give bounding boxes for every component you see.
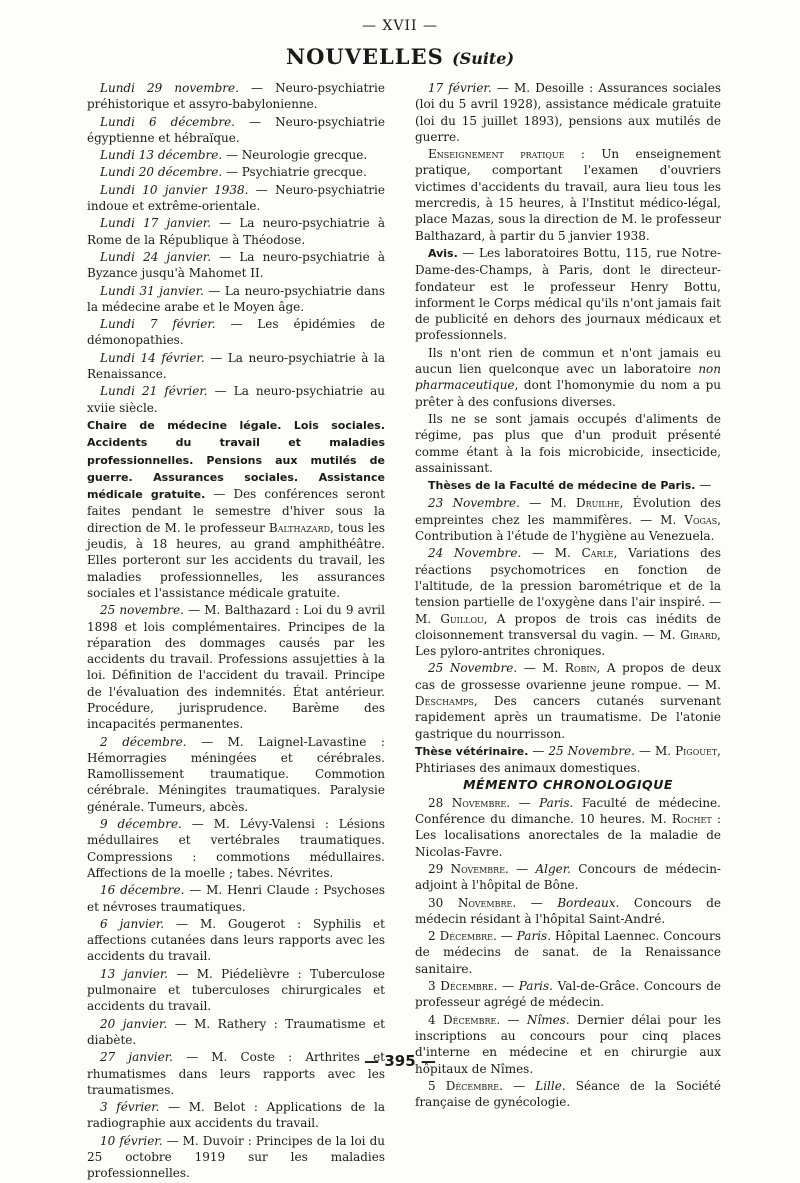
memento-day: 5 Décembre. [428, 1078, 503, 1093]
memento-place: Lille. [535, 1078, 566, 1093]
entry-date: 24 Novembre. [428, 546, 522, 561]
memento-heading: MÉMENTO CHRONOLOGIQUE [463, 777, 673, 793]
entry-text: — La neuro-psychiatrie à Byzance jusqu'à Mahomet II. [87, 249, 385, 281]
theses-title: Thèses de la Faculté de médecine de Paris. [428, 479, 696, 493]
memento-day: 2 Décembre. [428, 929, 497, 944]
entry-date: Lundi 24 janvier. [100, 249, 212, 264]
entry-text: — M. Belot : Applications de la radiographie aux accidents du travail. [87, 1100, 385, 1131]
entry-date: Lundi 31 janvier. [100, 283, 204, 298]
entry-text: — M. Duvoir : Principes de la loi du 25 octobre 1919 sur les maladies professionnelles. [87, 1133, 385, 1181]
entry-text: — M. Rathery : Traumatisme et diabète. [87, 1016, 386, 1047]
memento-text: Faculté de médecine. Conférence du dimanche. 10 heures. M. [415, 795, 721, 827]
memento-entry [415, 861, 721, 894]
entry-text: — M. Lévy-Valensi : Lésions médullaires et vertébrales traumatiques. Compressions : commotions médullaires. Affections de la moelle ; tabes. Névrites. [87, 817, 385, 880]
author-name: Robin [564, 661, 597, 676]
these-entry [415, 545, 721, 659]
memento-place: Paris. [516, 929, 552, 944]
dash: — [502, 1078, 536, 1093]
entry-text: — Psychiatrie grecque. [222, 165, 367, 180]
memento-place: Nîmes. [526, 1012, 570, 1027]
entry-date: Lundi 10 janvier 1938. [100, 182, 249, 197]
entry-date: Lundi 21 février. [100, 384, 208, 399]
lecture-entry [415, 80, 721, 145]
entry-text: , Les pyloro-antrites chroniques. [415, 627, 721, 659]
author-name: Rochet [671, 812, 712, 827]
dash: — [497, 979, 519, 994]
entry-text: — Neuro-psychiatrie préhistorique et assyro-babylonienne. [87, 81, 385, 112]
memento-text: Dernier délai pour les inscriptions au concours pour cinq places d'interne en médecine et en chirurgie aux hôpitaux de Nîmes. [415, 1012, 721, 1076]
avis-label: Avis. [428, 246, 458, 260]
memento-day: 3 Décembre. [428, 979, 498, 994]
author-name: Vogas [684, 512, 718, 527]
avis-text: — Les laboratoires Bottu, 115, rue Notre-Dame-des-Champs, à Paris, dont le directeur-fondateur est le professeur Henry Bottu, informent le Corps médical qu'ils n'ont jamais fait de publicité en dehors des journaux médicaux et professionnels. [415, 245, 721, 343]
chaire-professor: Balthazard [268, 520, 331, 535]
memento-text: Concours de médecin résidant à l'hôpital Saint-André. [415, 895, 721, 926]
entry-date: 3 février. [100, 1100, 160, 1115]
author-name: Pigouet [675, 743, 718, 758]
dash: — [500, 1012, 527, 1027]
title-text: NOUVELLES [285, 44, 444, 69]
lecture-entry [87, 283, 385, 316]
entry-text: — M. Coste : Arthrites et rhumatismes dans leurs rapports avec les traumatismes. [87, 1050, 385, 1097]
lecture-entry [87, 114, 385, 147]
entry-text: — M. [517, 661, 565, 676]
entry-text: — M. [519, 496, 576, 511]
memento-place: Alger. [535, 861, 571, 876]
entry-text: — Neuro-psychiatrie indoue et extrême-orientale. [87, 182, 385, 214]
entry-text: , Des cancers cutanés survenant rapidement après un traumatisme. De l'atonie gastrique du nourrisson. [415, 693, 721, 741]
entry-date: Lundi 29 novembre. [100, 81, 239, 95]
lecture-entry [87, 249, 385, 282]
entry-text: — Les épidémies de démonopathies. [87, 317, 385, 348]
author-name: Guillou [440, 611, 484, 626]
author-name: Carle [581, 546, 614, 561]
memento-entry [415, 1078, 721, 1111]
entry-text: — M. [635, 743, 676, 758]
vet-heading: Thèse vétérinaire. [415, 744, 529, 758]
lecture-entry [87, 147, 385, 163]
lecture-entry [87, 164, 385, 180]
entry-date: 2 décembre. [100, 734, 187, 749]
avis-notice [415, 245, 721, 344]
entry-text: — Neuro-psychiatrie égyptienne et hébraïque. [87, 114, 385, 145]
theses-heading [415, 477, 721, 494]
entry-date: Lundi 7 février. [100, 317, 216, 332]
left-column [87, 80, 385, 1183]
entry-date: 17 février. [428, 81, 492, 95]
memento-day: 4 Décembre. [428, 1012, 501, 1027]
entry-date: 23 Novembre. [428, 496, 520, 511]
author-name: Druilhe [575, 496, 620, 511]
entry-text: — La neuro-psychiatrie à la Renaissance. [87, 350, 385, 382]
memento-place: Paris. [539, 795, 574, 810]
entry-text: — La neuro-psychiatrie au xviie siècle. [87, 384, 386, 415]
memento-text: Hôpital Laennec. Concours de médecins de sanat. de la Renaissance sanitaire. [415, 929, 721, 976]
dash: — [528, 743, 549, 758]
entry-date: Lundi 14 février. [100, 350, 205, 365]
avis-text: Ils n'ont rien de commun et n'ont jamais eu aucun lien quelconque avec un laboratoire [415, 345, 721, 377]
dash: — [516, 895, 558, 910]
entry-date: Lundi 17 janvier. [100, 216, 212, 231]
entry-text: — La neuro-psychiatrie dans la médecine arabe et le Moyen âge. [87, 283, 385, 314]
lecture-entry [87, 215, 385, 248]
entry-date: 9 décembre. [100, 817, 182, 832]
lecture-entry [87, 882, 385, 915]
title-suite: (Suite) [452, 49, 515, 68]
these-entry [415, 495, 721, 544]
entry-text: — M. Gougerot : Syphilis et affections cutanées dans leurs rapports avec les accidents du travail. [87, 916, 385, 964]
these-entry [415, 660, 721, 741]
lecture-entry [87, 966, 385, 1015]
dash: — [510, 795, 540, 810]
lecture-entry [87, 1133, 385, 1182]
entry-text: — Neurologie grecque. [222, 148, 368, 163]
lecture-entry [87, 1099, 385, 1132]
lecture-entry [87, 1016, 385, 1049]
memento-text: Concours de médecin-adjoint à l'hôpital de Bône. [415, 861, 721, 893]
entry-date: 16 décembre. [100, 883, 185, 898]
notice-text: : Un enseignement pratique, comportant l'examen d'ouvriers victimes d'accidents du travail, aura lieu tous les mercredis, à 15 heures, à l'Institut médico-légal, place Mazas, sous la direction de M. le professeur Balthazard, à partir du 5 janvier 1938. [415, 147, 721, 243]
lecture-entry [87, 316, 385, 349]
lecture-entry [87, 350, 385, 383]
chaire-announcement [87, 417, 385, 601]
lecture-entry [87, 182, 385, 215]
entry-text: — M. Balthazard : Loi du 9 avril 1898 et lois complémentaires. Principes de la réparation des dommages causés par les accidents du travail. Professions assujetties à la loi. Définition de l'accident du travail. Principe de l'évaluation des indemnités. État antérieur. Procédure, jurisprudence. Barème des incapacités permanentes. [87, 603, 385, 732]
entry-text: , Évolution des empreintes chez les mammifères. — M. [415, 496, 722, 527]
avis-notice-3: Ils ne se sont jamais occupés d'aliments de régime, pas plus que d'un produit présenté comme étant à la fois microbicide, insecticide, assainissant. [415, 411, 721, 475]
right-column [415, 80, 721, 1111]
chaire-text: , tous les jeudis, à 18 heures, au grand amphithéâtre. Elles porteront sur les accidents du travail, les maladies professionnelles, les assurances sociales et l'assistance médicale gratuite. [87, 520, 386, 600]
memento-entry [415, 978, 721, 1011]
lecture-entry [87, 602, 385, 732]
notice-label: Enseignement pratique [428, 147, 565, 162]
memento-text: Val-de-Grâce. Concours de professeur agrégé de médecin. [415, 979, 721, 1010]
lecture-entry [87, 816, 385, 881]
entry-date: Lundi 20 décembre. [100, 165, 223, 180]
memento-day: 29 Novembre. [428, 861, 509, 876]
entry-text: — M. [521, 546, 582, 561]
lecture-entry [87, 383, 385, 416]
entry-date: 10 février. [100, 1133, 163, 1148]
page-number: — 395 — [364, 1052, 436, 1070]
memento-text: : Les localisations anorectales de la maladie de Nicolas-Favre. [415, 812, 722, 859]
vet-these-entry [415, 743, 721, 777]
entry-date: 6 janvier. [100, 916, 165, 931]
dash: — [496, 929, 517, 944]
author-name: Deschamps [415, 693, 474, 708]
entry-text: — M. Desoille : Assurances sociales (loi du 5 avril 1928), assistance médicale gratuite (loi du 15 juillet 1893), pensions aux mutilés de guerre. [415, 81, 721, 144]
running-head: — XVII — [361, 18, 439, 34]
chaire-heading: Chaire de médecine légale. Lois sociales. Accidents du travail et maladies professionnelles. Pensions aux mutilés de guerre. Assurances sociales. Assistance médicale gratuite. [87, 418, 385, 502]
memento-day: 28 Novembre. [428, 795, 511, 810]
entry-text: , A propos de trois cas inédits de cloisonnement transversal du vagin. — M. [415, 611, 722, 642]
memento-place: Bordeaux. [557, 895, 620, 910]
memento-entry [415, 895, 721, 928]
memento-entry [415, 928, 721, 977]
entry-date: 20 janvier. [100, 1016, 168, 1031]
entry-text: , Variations des réactions psychomotrices en fonction de l'altitude, de la pression barométrique et de la tension partielle de l'oxygène dans l'air inspiré. — M. [415, 546, 722, 626]
entry-text: — La neuro-psychiatrie à Rome de la République à Théodose. [87, 216, 385, 247]
entry-date: 25 Novembre. [428, 661, 518, 676]
memento-entry [415, 795, 721, 860]
entry-date: Lundi 6 décembre. [100, 114, 235, 129]
avis-text: , dont l'homonymie du nom a pu prêter à des confusions diverses. [415, 378, 721, 409]
enseignement-notice [415, 146, 721, 244]
entry-text: , A propos de deux cas de grossesse ovarienne jeune rompue. — M. [415, 661, 721, 692]
chaire-text: — Des conférences seront faites pendant le semestre d'hiver sous la direction de M. le professeur [87, 487, 385, 535]
entry-date: 25 Novembre. [548, 743, 635, 758]
entry-text: , Contribution à l'étude de l'hygiène au Venezuela. [415, 512, 721, 544]
memento-place: Paris. [518, 979, 553, 994]
lecture-entry [87, 80, 385, 113]
author-name: Girard [680, 627, 718, 642]
entry-text: — M. Henri Claude : Psychoses et névroses traumatiques. [87, 883, 385, 914]
entry-text: — M. Piédelièvre : Tuberculose pulmonaire et tuberculoses chirurgicales et accidents du travail. [87, 966, 386, 1014]
lecture-entry [87, 916, 385, 965]
entry-text: , Phtiriases des animaux domestiques. [415, 743, 721, 776]
entry-date: Lundi 13 décembre. [100, 148, 223, 163]
lecture-entry [87, 734, 385, 815]
memento-text: Séance de la Société française de gynécologie. [415, 1078, 722, 1110]
section-title [0, 44, 800, 69]
entry-date: 25 novembre. [100, 603, 184, 618]
memento-day: 30 Novembre. [428, 895, 517, 910]
dash: — [695, 478, 712, 493]
dash: — [508, 861, 536, 876]
entry-date: 13 janvier. [100, 966, 169, 981]
avis-notice-2 [415, 345, 721, 410]
entry-date: 27 janvier. [100, 1050, 173, 1065]
entry-text: — M. Laignel-Lavastine : Hémorragies méningées et cérébrales. Ramollissement traumatique. Commotion cérébrale. Méningites traumatiques. Paralysie générale. Tumeurs, abcès. [87, 734, 385, 814]
avis-italic: non pharmaceutique [415, 362, 721, 393]
